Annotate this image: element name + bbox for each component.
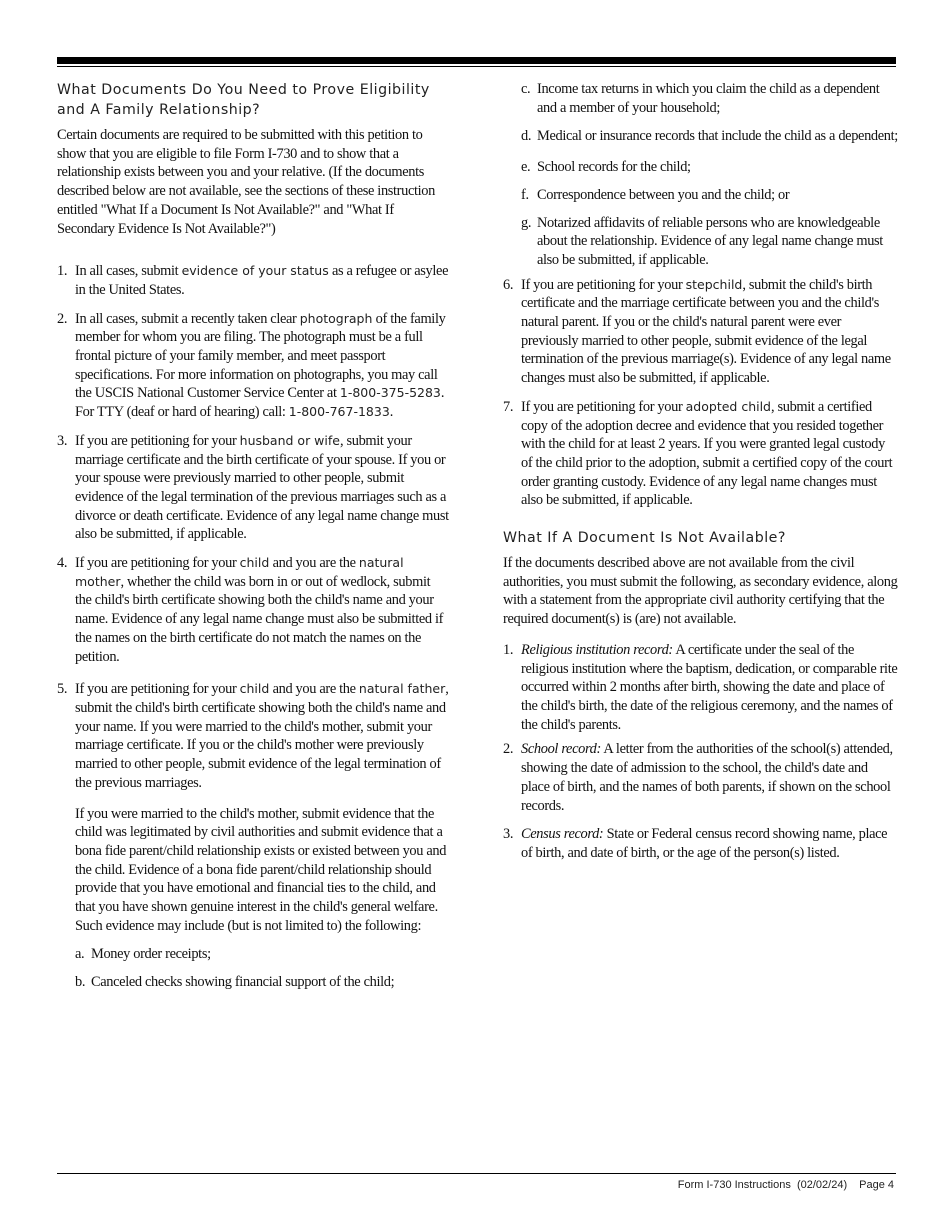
- list-item: 7. If you are petitioning for your adopted child, submit a certified copy of the adoption decree and evidence that you resided together with the child for at least 2 years. If you were granted legal custody of the child prior to the adoption, submit a certified copy of the court order granting custody. Evidence of any legal name changes must also be submitted, if applicable.: [503, 398, 893, 509]
- top-rule: [57, 57, 896, 64]
- intro-paragraph-secondary: If the documents described above are not available from the civil authorities, you must submit the following, as secondary evidence, along with a statement from the appropriate civil authority certifying that the required document(s) is (are) not available.: [503, 555, 898, 628]
- page-footer: [678, 1179, 894, 1191]
- bottom-rule: [57, 1173, 896, 1174]
- top-rule-thin: [57, 66, 896, 67]
- list-item: 3. If you are petitioning for your husband or wife, submit your marriage certificate and the birth certificate of your spouse. If you or your spouse were previously married to other people, submit evidence of the legal termination of the previous marriages such as a divorce or death certificate. Evidence of any legal name change must also be submitted, if applicable.: [57, 432, 449, 543]
- footer-page-number: Page 4: [859, 1179, 894, 1191]
- list-item: 6. If you are petitioning for your stepchild, submit the child's birth certificate and the marriage certificate between you and the child's natural parent. If you or the child's natural parent were ever previously married to other people, submit evidence of the legal termination of the previous marriage(s). Evidence of any legal name changes must also be submitted, if applicable.: [503, 276, 891, 387]
- sub-list-item: c. Income tax returns in which you claim the child as a dependent and a member of your household;: [521, 81, 880, 116]
- list-item: 4. If you are petitioning for your child and you are the natural mother, whether the child was born in or out of wedlock, submit the child's birth certificate showing both the child's name and your name. Evidence of any legal name change must also be submitted if the names on the birth certificate do not match the names on the petition.: [57, 555, 444, 665]
- sub-list-item: f. Correspondence between you and the child; or: [521, 186, 790, 203]
- list-item: 5. If you are petitioning for your child and you are the natural father, submit the child's birth certificate showing both the child's name and your name. If you were married to the child's mother, submit your marriage certificate. If you or the child's mother were previously married to other people, submit evidence of the legal termination of the previous marriages.: [57, 681, 449, 791]
- list-item: 2. In all cases, submit a recently taken clear photograph of the family member for whom you are filing. The photograph must be a full frontal picture of your family member, and meet passport specifications. For more information on photographs, you may call the USCIS National Customer Service Center at 1-800-375-5283. For TTY (deaf or hard of hearing) call: 1-800-767-1833.: [57, 310, 446, 421]
- sub-list-item: e. School records for the child;: [521, 159, 691, 176]
- footer-form-label: Form I-730 Instructions (02/02/24): [677, 1179, 848, 1191]
- intro-paragraph: Certain documents are required to be submitted with this petition to show that you are eligible to file Form I-730 and to show that a relationship exists between you and your relative. (If the documents described below are not available, see the sections of these instruction entitled "What If a Document Is Not Available?" and "What If Secondary Evidence Is Not Available?"): [57, 127, 435, 237]
- sub-list-item: g. Notarized affidavits of reliable persons who are knowledgeable about the relationship. Evidence of any legal name change must also be submitted, if applicable.: [521, 214, 883, 268]
- list-item: 1. Religious institution record: A certificate under the seal of the religious institution where the baptism, dedication, or comparable rite occurred within 2 months after birth, showing the date and place of the child's birth, the date of the religious ceremony, and the names of the child's parents.: [503, 641, 898, 733]
- list-item: 3. Census record: State or Federal census record showing name, place of birth, and date of birth, or the age of the person(s) listed.: [503, 826, 888, 861]
- right-column: [503, 74, 898, 863]
- list-item: 2. School record: A letter from the authorities of the school(s) attended, showing the date of admission to the school, the child's date and place of birth, and the names of both parents, if shown on the school records.: [503, 741, 893, 814]
- section-heading-not-available: What If A Document Is Not Available?: [503, 530, 786, 547]
- list-item: 1. In all cases, submit evidence of your status as a refugee or asylee in the United States.: [57, 263, 449, 298]
- section-heading-documents: What Documents Do You Need to Prove Eligibility and A Family Relationship?: [57, 82, 430, 118]
- sub-list-item: b. Canceled checks showing financial support of the child;: [75, 974, 395, 991]
- left-column: [57, 74, 449, 992]
- sub-list-item: d. Medical or insurance records that include the child as a dependent;: [521, 128, 898, 145]
- item5-paragraph: If you were married to the child's mother, submit evidence that the child was legitimated by civil authorities and submit evidence that a bona fide parent/child relationship exists or existed between you and the child. Evidence of a bona fide parent/child relationship should provide that you have emotional and financial ties to the child, and that you have shown genuine interest in the child's general welfare. Such evidence may include (but is not limited to) the following:: [75, 805, 447, 934]
- sub-list-item: a. Money order receipts;: [75, 946, 211, 963]
